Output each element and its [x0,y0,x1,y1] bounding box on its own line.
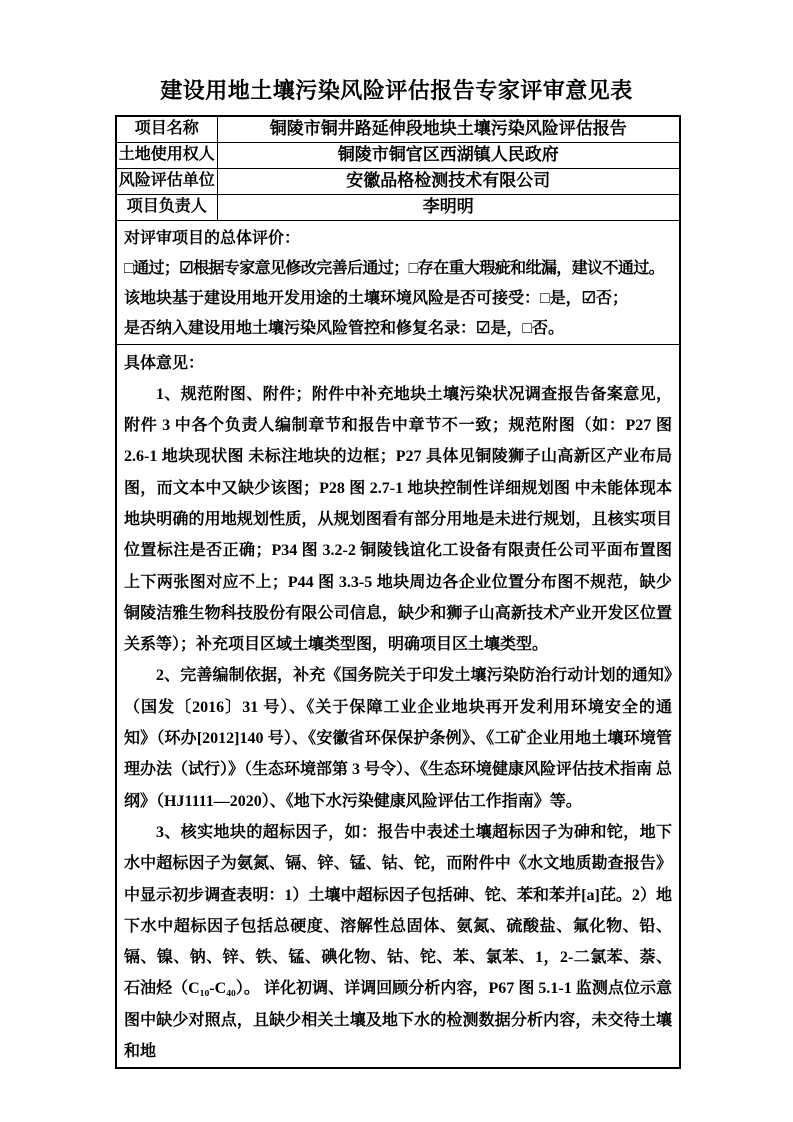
comment-paragraph-2: 2、完善编制依据，补充《国务院关于印发土壤污染防治行动计划的通知》（国发〔2016〕31 号）、《关于保障工业企业地块再开发利用环境安全的通知》（环办[2012]140 号）、《安徽省环保保护条例》、《工矿企业用地土壤环境管理办法（试行）》（生态环境部第 3 号令）、《生态环境健康风险评估技术指南 总纲》（HJ1111—2020）、《地下水污染健康风险评估工作指南》等。 [124,667,673,810]
overall-evaluation-heading: 对评审项目的总体评价： [124,229,301,247]
page-title: 建设用地土壤污染风险评估报告专家评审意见表 [160,78,633,103]
assessment-unit-label: 风险评估单位 [116,168,217,194]
project-name-label: 项目名称 [116,116,217,142]
land-user-label: 土地使用权人 [116,142,217,168]
review-form-table [115,115,681,1069]
table-row-assessment-unit [116,168,680,194]
comment-paragraph-1: 1、规范附图、附件；附件中补充地块土壤污染状况调查报告备案意见，附件 3 中各个负责人编制章节和报告中章节不一致；规范附图（如：P27 图 2.6-1 地块现状图 未标注地块的边框；P27 具体见铜陵狮子山高新区产业布局图，而文本中又缺少该图；P28 图 2.7-1 地块控制性详细规划图 中未能体现本地块明确的用地规划性质，从规划图看有部分用地是未进行规划，且核实项目位置标注是否正确；P34 图 3.2-2 铜陵钱谊化工设备有限责任公司平面布置图 上下两张图对应不上；P44 图 3.3-5 地块周边各企业位置分布图不规范，缺少铜陵洁雅生物科技股份有限公司信息，缺少和狮子山高新技术产业开发区位置关系等）；补充项目区域土壤类型图，明确项目区土壤类型。 [124,385,672,654]
table-row-specific-comments [116,344,680,1068]
project-leader-value: 李明明 [217,194,680,220]
table-row-overall-evaluation [116,220,680,344]
table-row-project-leader [116,194,680,220]
overall-evaluation-cell [116,220,680,344]
assessment-unit-value: 安徽品格检测技术有限公司 [217,168,680,194]
comment-paragraph-3: 3、核实地块的超标因子，如：报告中表述土壤超标因子为砷和铊，地下水中超标因子为氨氮、镉、锌、锰、钴、铊，而附件中《水文地质勘查报告》中显示初步调查表明：1）土壤中超标因子包括砷、铊、苯和苯并[a]芘。2）地下水中超标因子包括总硬度、溶解性总固体、氨氮、硫酸盐、氟化物、铅、镉、镍、钠、锌、铁、锰、碘化物、钴、铊、苯、氯苯、1，2-二氯苯、萘、石油烃（C₁₀-C₄₀）。 详化初调、详调回顾分析内容，P67 图 5.1-1 监测点位示意图中缺少对照点，且缺少相关土壤及地下水的检测数据分析内容，未交待土壤和地 [124,823,672,1061]
registry-inclusion-line: 是否纳入建设用地土壤污染风险管控和修复名录：☑是，□否。 [124,319,565,337]
specific-comments-cell [116,344,680,1068]
land-user-value: 铜陵市铜官区西湖镇人民政府 [217,142,680,168]
table-row-land-user [116,142,680,168]
project-leader-label: 项目负责人 [116,194,217,220]
table-row-project-name [116,116,680,142]
project-name-value: 铜陵市铜井路延伸段地块土壤污染风险评估报告 [217,116,680,142]
risk-acceptable-line: 该地块基于建设用地开发用途的土壤环境风险是否可接受：□是，☑否； [124,289,629,307]
specific-comments-heading: 具体意见： [124,354,205,372]
evaluation-options-line: □通过；☑根据专家意见修改完善后通过；□存在重大瑕疵和纰漏，建议不通过。 [124,259,665,277]
